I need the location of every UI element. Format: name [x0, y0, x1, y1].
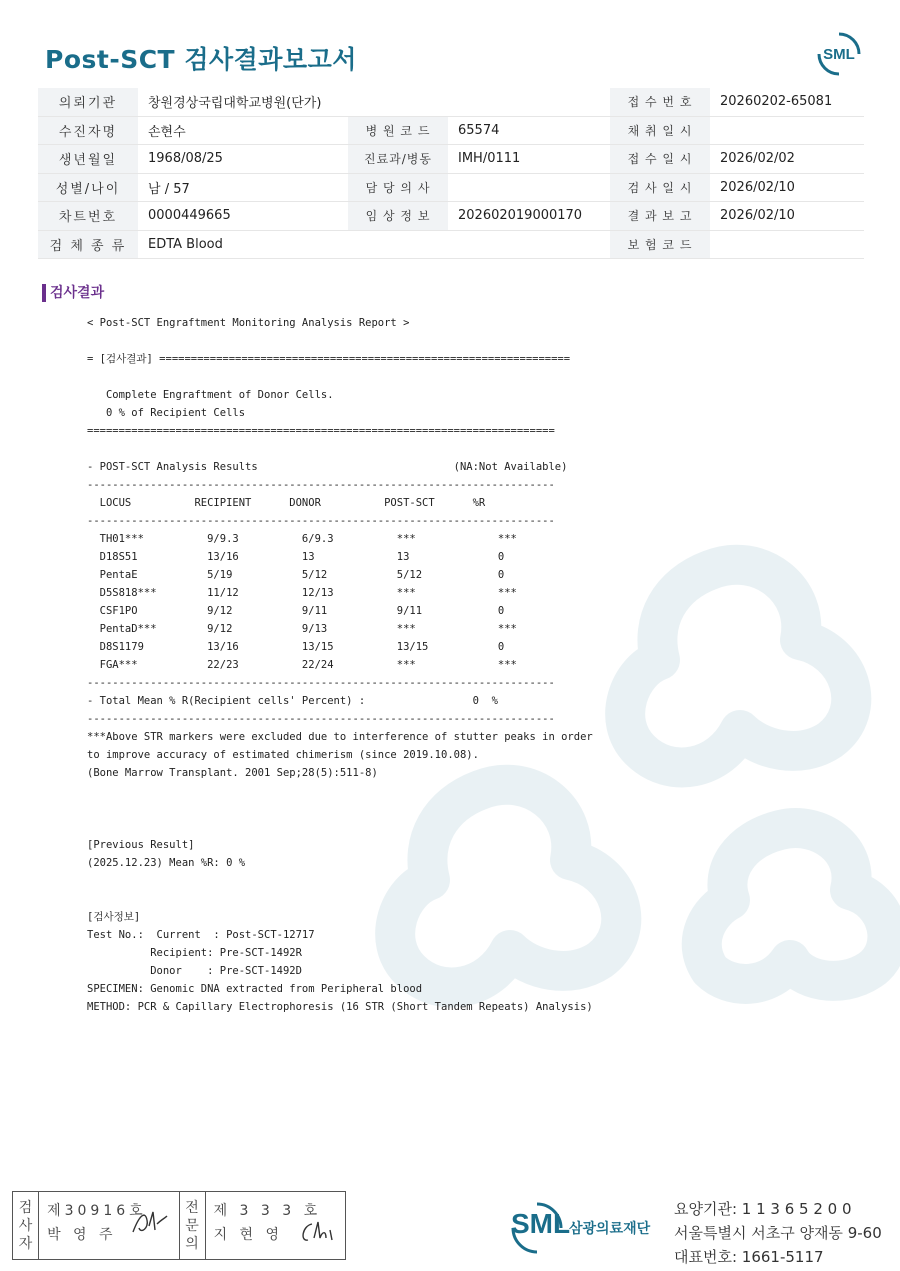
note-line: (Bone Marrow Transplant. 2001 Sep;28(5):511-8) — [87, 767, 378, 779]
info-value — [710, 230, 864, 259]
specialist-name: 지 현 영 — [213, 1227, 284, 1243]
footer-logo — [509, 1198, 669, 1256]
info-label: 병 원 코 드 — [348, 116, 448, 145]
rule: -------------------------------------------------------------------------- — [87, 515, 555, 527]
previous-label: [Previous Result] — [87, 839, 195, 851]
specialist-label — [180, 1192, 206, 1259]
specialist-label-char: 의 — [185, 1235, 199, 1252]
info-label: 채 취 일 시 — [610, 116, 710, 145]
info-line: Recipient: Pre-SCT-1492R — [87, 947, 302, 959]
info-value: 창원경상국립대학교병원(단가) — [138, 88, 610, 116]
info-value: 65574 — [448, 116, 610, 145]
info-label: 의뢰기관 — [38, 88, 138, 116]
locus-row: PentaE 5/19 5/12 5/12 0 — [87, 569, 505, 581]
info-label: 검 사 일 시 — [610, 173, 710, 202]
signature-box — [12, 1191, 346, 1260]
rule: -------------------------------------------------------------------------- — [87, 713, 555, 725]
info-label: 진료과/병동 — [348, 145, 448, 174]
info-value: 남 / 57 — [138, 173, 348, 202]
info-value: 20260202-65081 — [710, 88, 864, 116]
footer-line: 요양기관: 1 1 3 6 5 2 0 0 — [674, 1200, 852, 1218]
analysis-title: - POST-SCT Analysis Results (NA:Not Available) — [87, 461, 568, 473]
total-value: 0 % — [472, 695, 498, 707]
summary-line: Complete Engraftment of Donor Cells. — [87, 389, 334, 401]
info-row — [38, 88, 864, 116]
specialist-signature-icon — [298, 1218, 338, 1248]
result-header: = [검사결과] ================================================================= — [87, 353, 571, 365]
info-row — [38, 145, 864, 174]
info-value: 2026/02/10 — [710, 202, 864, 231]
previous-value: (2025.12.23) Mean %R: 0 % — [87, 857, 246, 869]
column-header: LOCUS RECIPIENT DONOR POST-SCT %R — [87, 497, 486, 509]
info-value: EDTA Blood — [138, 230, 610, 259]
tester-license: 제30916호 — [47, 1203, 147, 1219]
info-row — [38, 230, 864, 259]
info-value: 손현수 — [138, 116, 348, 145]
info-line: SPECIMEN: Genomic DNA extracted from Peripheral blood — [87, 983, 423, 995]
info-value: 2026/02/10 — [710, 173, 864, 202]
tester-signature-icon — [129, 1206, 169, 1240]
note-line: to improve accuracy of estimated chimerism (since 2019.10.08). — [87, 749, 479, 761]
summary-line: 0 % of Recipient Cells — [87, 407, 246, 419]
tester-label-char: 검 — [18, 1199, 33, 1216]
info-value: 202602019000170 — [448, 202, 610, 231]
info-label: 보 험 코 드 — [610, 230, 710, 259]
tester-label-char: 자 — [18, 1235, 33, 1252]
info-label: 접 수 일 시 — [610, 145, 710, 174]
info-label: 성별/나이 — [38, 173, 138, 202]
patient-info-table — [38, 88, 864, 259]
info-label: 임 상 정 보 — [348, 202, 448, 231]
info-value: IMH/0111 — [448, 145, 610, 174]
tester-label — [13, 1192, 39, 1259]
note-line: ***Above STR markers were excluded due to interference of stutter peaks in order — [87, 731, 593, 743]
info-line: Donor : Pre-SCT-1492D — [87, 965, 302, 977]
tester-label-char: 사 — [18, 1217, 33, 1234]
info-label: 검 체 종 류 — [38, 230, 138, 259]
specialist-label-char: 전 — [185, 1199, 199, 1216]
locus-row: D5S818*** 11/12 12/13 *** *** — [87, 587, 517, 599]
info-row — [38, 173, 864, 202]
footer-logo-text: SML — [511, 1208, 571, 1239]
sml-logo-text: SML — [823, 46, 855, 63]
info-label: 결 과 보 고 — [610, 202, 710, 231]
locus-row: FGA*** 22/23 22/24 *** *** — [87, 659, 517, 671]
section-title: 검사결과 — [42, 284, 104, 302]
locus-row: TH01*** 9/9.3 6/9.3 *** *** — [87, 533, 517, 545]
tester-name: 박 영 주 — [47, 1227, 117, 1243]
info-line: METHOD: PCR & Capillary Electrophoresis (16 STR (Short Tandem Repeats) Analysis) — [87, 1001, 593, 1013]
specialist-signature — [206, 1192, 345, 1259]
specialist-license: 제 3 3 3 호 — [213, 1203, 322, 1219]
info-row — [38, 202, 864, 231]
info-label: [검사정보] — [87, 911, 141, 923]
footer-line: 대표번호: 1661-5117 — [674, 1248, 824, 1266]
footer-info — [674, 1197, 882, 1269]
info-row — [38, 116, 864, 145]
info-label: 접 수 번 호 — [610, 88, 710, 116]
info-value — [710, 116, 864, 145]
locus-row: D18S51 13/16 13 13 0 — [87, 551, 505, 563]
footer-org-name: 삼광의료재단 — [569, 1221, 651, 1237]
info-value: 2026/02/02 — [710, 145, 864, 174]
info-value: 1968/08/25 — [138, 145, 348, 174]
locus-rows — [87, 533, 517, 671]
locus-row: CSF1PO 9/12 9/11 9/11 0 — [87, 605, 505, 617]
rule: ========================================================================== — [87, 425, 555, 437]
locus-row: PentaD*** 9/12 9/13 *** *** — [87, 623, 517, 635]
total-label: - Total Mean % R(Recipient cells' Percent) : — [87, 695, 366, 707]
sml-logo-icon — [815, 30, 863, 78]
specialist-label-char: 문 — [185, 1217, 199, 1234]
info-line: Test No.: Current : Post-SCT-12717 — [87, 929, 315, 941]
info-value — [448, 173, 610, 202]
rule: -------------------------------------------------------------------------- — [87, 479, 555, 491]
info-label: 차트번호 — [38, 202, 138, 231]
info-label: 수진자명 — [38, 116, 138, 145]
info-label: 생년월일 — [38, 145, 138, 174]
footer-line: 서울특별시 서초구 양재동 9-60 — [674, 1224, 882, 1242]
report-title: < Post-SCT Engraftment Monitoring Analysis Report > — [87, 317, 410, 329]
page-title: Post-SCT 검사결과보고서 — [45, 45, 357, 74]
report-body — [87, 314, 593, 1016]
info-value: 0000449665 — [138, 202, 348, 231]
locus-row: D8S1179 13/16 13/15 13/15 0 — [87, 641, 505, 653]
rule: -------------------------------------------------------------------------- — [87, 677, 555, 689]
tester-signature — [39, 1192, 179, 1259]
info-label: 담 당 의 사 — [348, 173, 448, 202]
